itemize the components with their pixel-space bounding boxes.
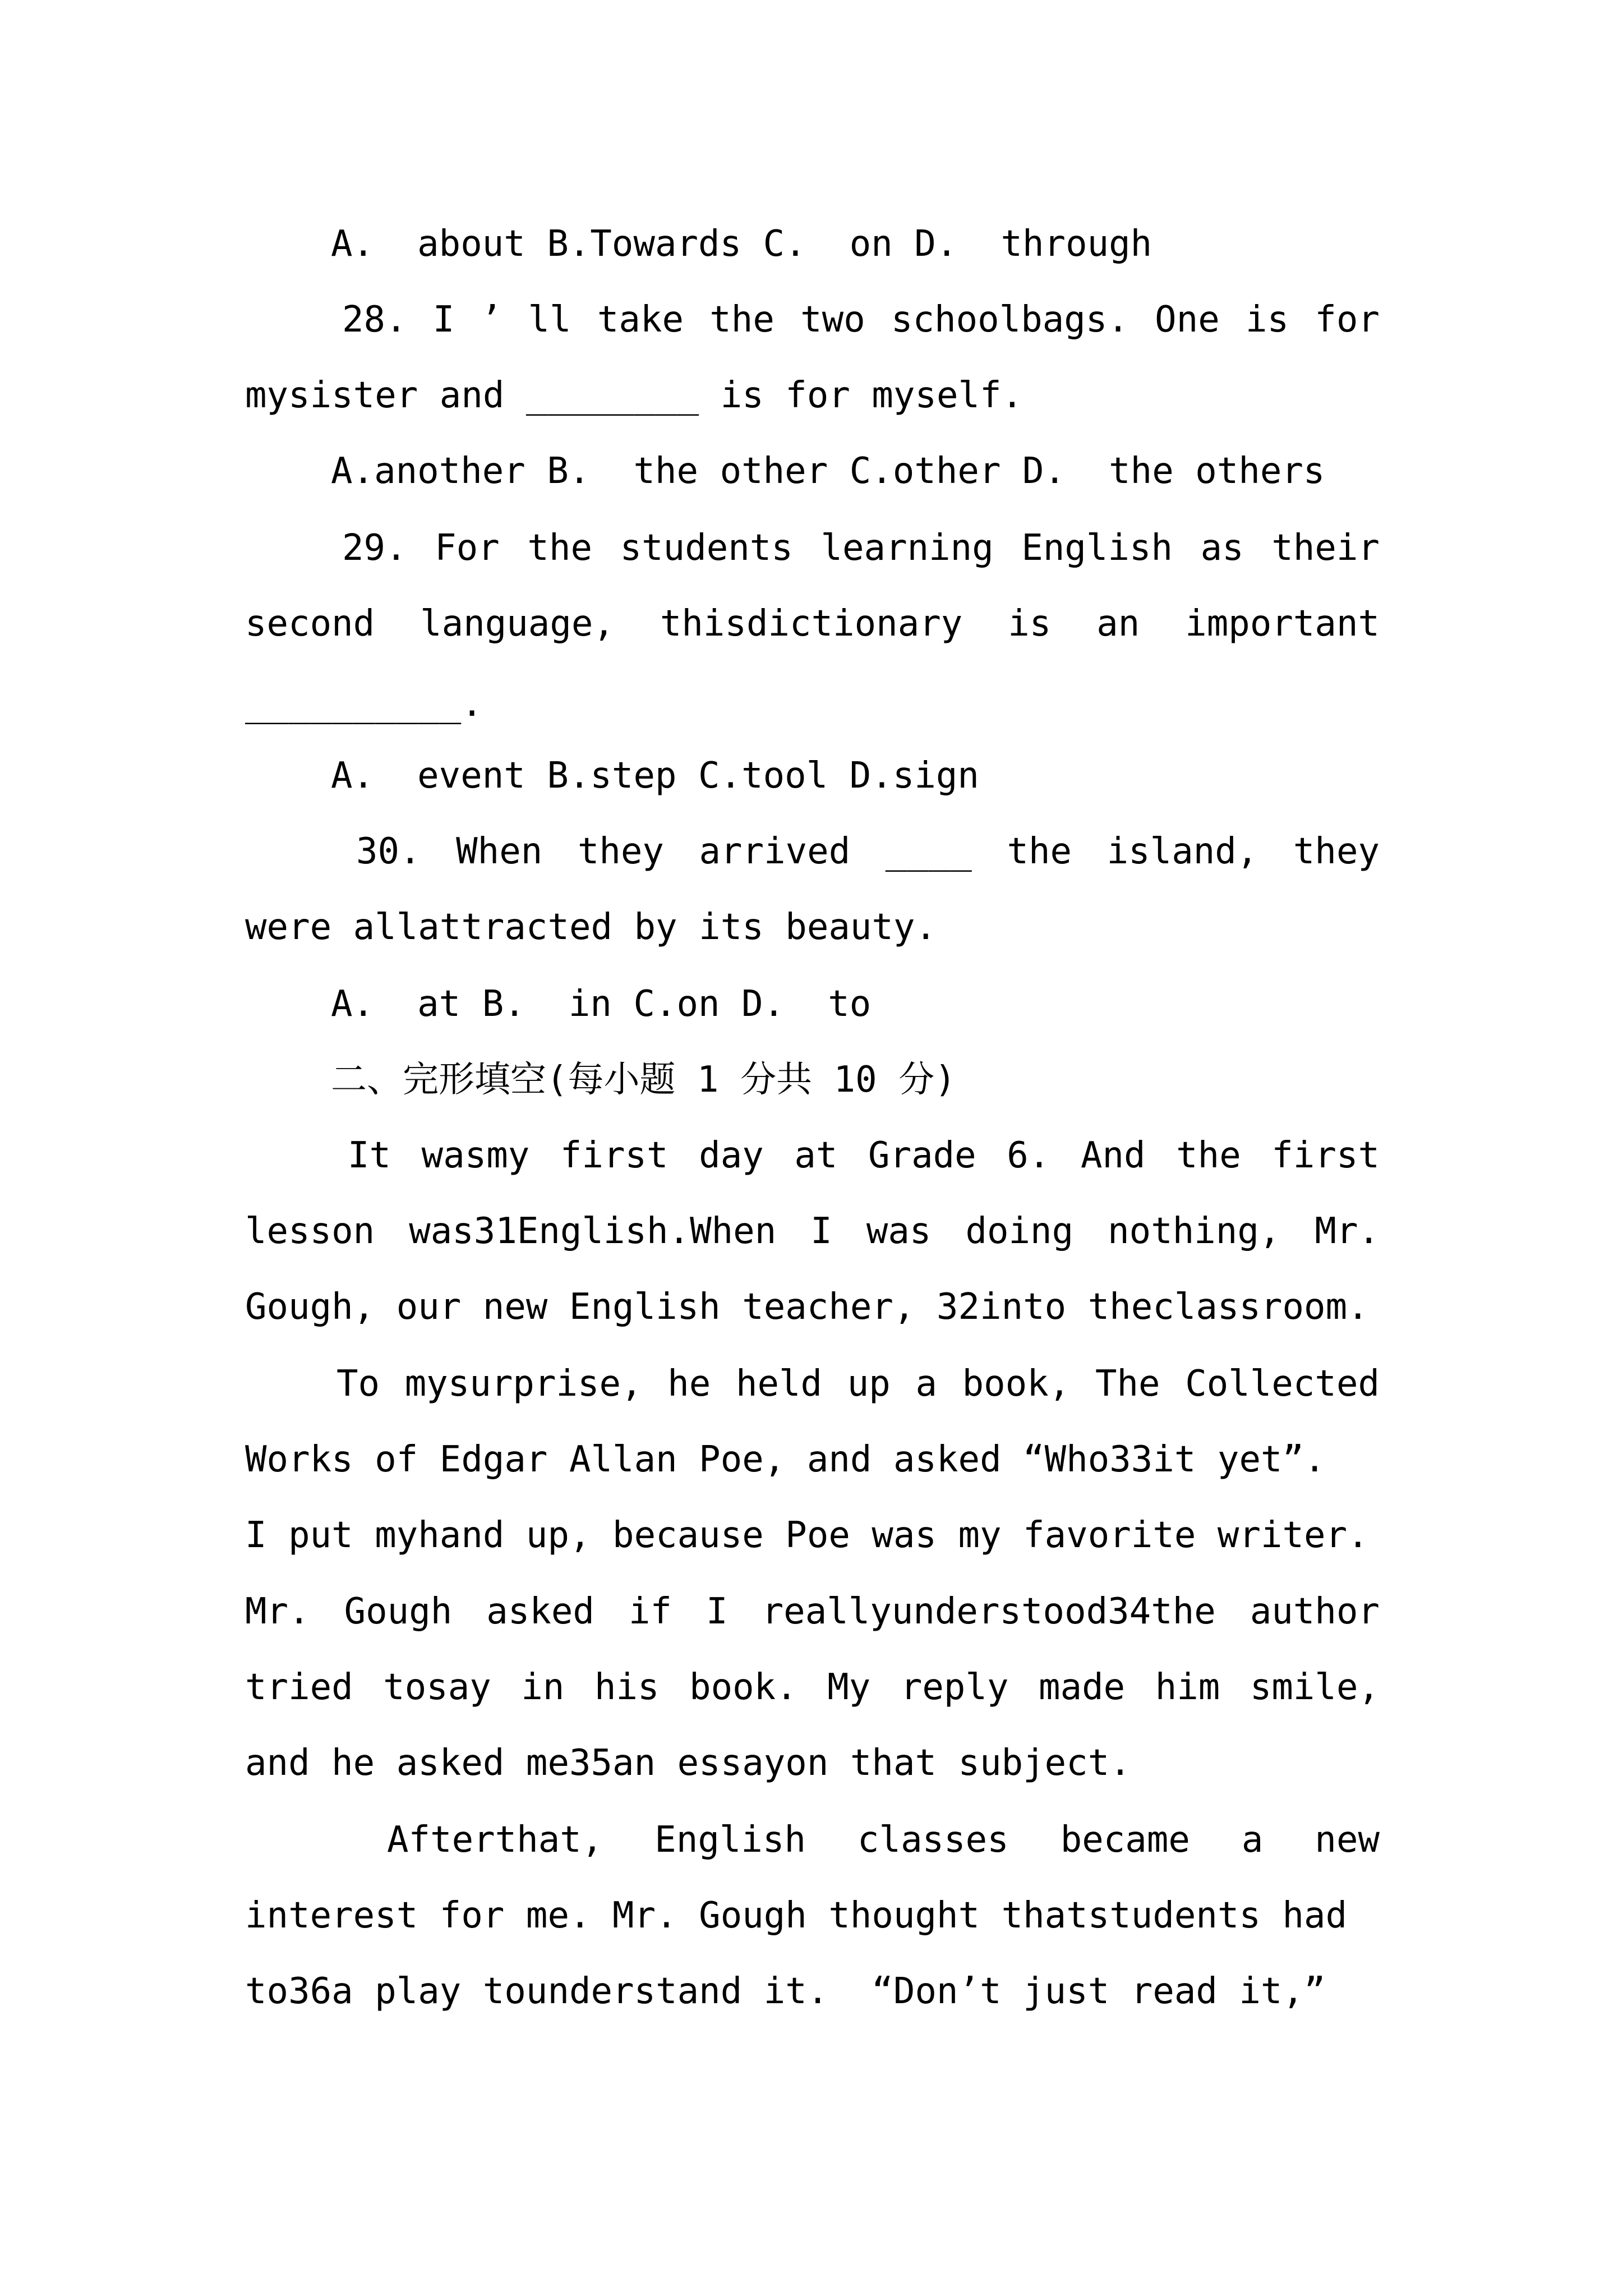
text-line-passage-5: Works of Edgar Allan Poe, and asked “Who33it yet”. bbox=[245, 1439, 1326, 1480]
text-line-q29-blank: __________. bbox=[245, 683, 483, 725]
text-line-q29-cont: second language, thisdictionary is an important bbox=[245, 603, 1380, 645]
text-line-q28: 28. I ’ ll take the two schoolbags. One is for bbox=[342, 299, 1380, 341]
text-line-passage-2: lesson was31English.When I was doing nothing, Mr. bbox=[245, 1211, 1380, 1252]
text-line-passage-9: and he asked me35an essayon that subject. bbox=[245, 1742, 1131, 1784]
text-line-passage-1: It wasmy first day at Grade 6. And the first bbox=[348, 1135, 1380, 1176]
text-line-options-29: A. event B.step C.tool D.sign bbox=[331, 755, 979, 797]
text-line-passage-6: I put myhand up, because Poe was my favorite writer. bbox=[245, 1515, 1369, 1556]
text-line-passage-10: Afterthat, English classes became a new bbox=[387, 1819, 1380, 1861]
text-line-passage-12: to36a play tounderstand it. “Don’t just read it,” bbox=[245, 1971, 1326, 2012]
text-line-q30: 30. When they arrived ____ the island, they bbox=[356, 831, 1380, 872]
text-line-options-28: A.another B. the other C.other D. the others bbox=[331, 450, 1325, 492]
text-line-passage-11: interest for me. Mr. Gough thought thatstudents had bbox=[245, 1895, 1348, 1936]
text-line-q29: 29. For the students learning English as their bbox=[342, 527, 1380, 569]
text-line-passage-3: Gough, our new English teacher, 32into theclassroom. bbox=[245, 1286, 1369, 1328]
text-line-options-30: A. at B. in C.on D. to bbox=[331, 983, 872, 1025]
text-line-options-27: A. about B.Towards C. on D. through bbox=[331, 223, 1152, 265]
text-line-passage-7: Mr. Gough asked if I reallyunderstood34the author bbox=[245, 1591, 1380, 1632]
text-line-q30-cont: were allattracted by its beauty. bbox=[245, 907, 937, 948]
text-line-passage-4: To mysurprise, he held up a book, The Collected bbox=[336, 1363, 1380, 1405]
text-line-q28-cont: mysister and ________ is for myself. bbox=[245, 375, 1023, 416]
text-line-passage-8: tried tosay in his book. My reply made him smile, bbox=[245, 1667, 1380, 1708]
section-heading-cloze: 二、完形填空(每小题 1 分共 10 分) bbox=[331, 1059, 956, 1101]
